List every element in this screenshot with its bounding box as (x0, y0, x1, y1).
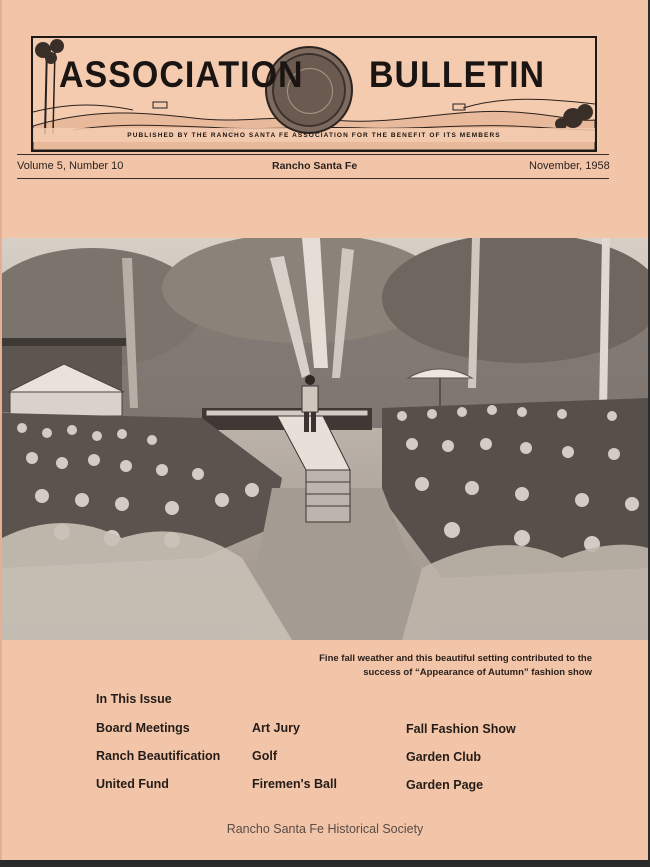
info-rule-bottom (17, 178, 609, 179)
contents-item: Fall Fashion Show (406, 722, 516, 736)
issue-volume: Volume 5, Number 10 (17, 160, 124, 172)
fashion-show-scene (2, 238, 648, 640)
contents-item: United Fund (96, 777, 169, 791)
issue-place: Rancho Santa Fe (272, 160, 358, 172)
photo-caption-line1: Fine fall weather and this beautiful setting contributed to the (319, 653, 592, 664)
archive-credit: Rancho Santa Fe Historical Society (226, 822, 424, 836)
contents-item: Ranch Beautification (96, 749, 221, 763)
masthead-title-bulletin: BULLETIN (369, 54, 546, 96)
contents-item: Garden Club (406, 750, 482, 764)
fashion-show-photo (2, 238, 648, 640)
contents-item: Firemen's Ball (252, 777, 337, 791)
masthead-title-association: ASSOCIATION (59, 54, 304, 96)
contents-item: Board Meetings (96, 721, 190, 735)
photo-caption-line2: success of “Appearance of Autumn” fashion show (363, 667, 592, 678)
masthead (31, 36, 597, 152)
published-by-line: PUBLISHED BY THE RANCHO SANTA FE ASSOCIATION FOR THE BENEFIT OF ITS MEMBERS (127, 132, 501, 139)
info-rule-top (17, 154, 609, 155)
contents-item: Garden Page (406, 778, 484, 792)
contents-item: Golf (252, 749, 277, 763)
contents-item: Art Jury (252, 721, 300, 735)
issue-date: November, 1958 (529, 160, 610, 172)
contents-heading: In This Issue (96, 692, 172, 706)
